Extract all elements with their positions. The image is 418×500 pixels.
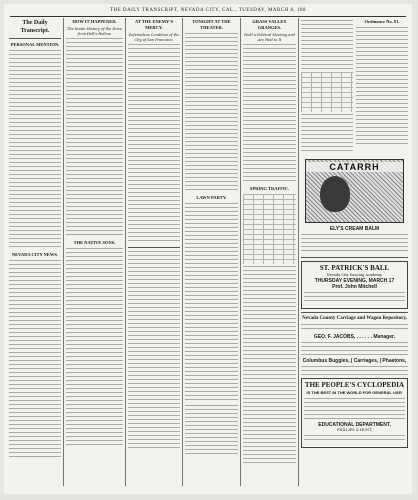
ad-text [301, 324, 408, 332]
masthead: THE DAILY TRANSCRIPT, NEVADA CITY, CAL., TUESDAY, MARCH 8, 188 [109, 8, 307, 13]
section-heading: NEVADA CITY NEWS. [11, 252, 59, 257]
article-text [128, 251, 180, 451]
column-rule [298, 18, 299, 486]
article-heading: AT THE ENEMY'S MERCY. [134, 19, 173, 30]
article-text [9, 260, 61, 460]
column-3 [128, 18, 180, 486]
ball-ad-title: ST. PATRICK'S BALL [319, 264, 390, 272]
article-text [66, 248, 123, 448]
article-text [66, 38, 123, 238]
ball-ad [301, 261, 408, 309]
newspaper-page [4, 4, 412, 494]
column-rule [240, 18, 241, 486]
article-heading: HOW IT HAPPENED. [72, 19, 117, 24]
ordinance-text [356, 27, 408, 147]
column-rule [63, 18, 64, 486]
article-subheading: Defenseless Condition of the City of San Francisco. [128, 33, 180, 42]
dept-publisher: PHILLIPS & HUNT, [337, 428, 372, 432]
article-heading: THE NATIVE SONS. [73, 240, 116, 245]
divider [128, 247, 180, 248]
cyclopedia-title: THE PEOPLE'S CYCLOPEDIA [304, 381, 405, 389]
divider [9, 38, 61, 39]
divider [301, 257, 408, 258]
catarrh-ad-illustration [305, 159, 404, 223]
dept-title: EDUCATIONAL DEPARTMENT, [318, 422, 391, 428]
article-text [185, 405, 238, 455]
ad-text [301, 342, 408, 356]
newspaper-heading: The Daily Transcript. [20, 20, 50, 34]
article-heading: TONIGHT AT THE THEATER. [192, 19, 231, 30]
column-rule [125, 18, 126, 486]
article-text [243, 44, 296, 184]
article-text [9, 50, 61, 250]
catarrh-ad-title: CATARRH [306, 162, 403, 172]
ad-text [301, 234, 408, 254]
ball-ad-music: Prof. John Mitchell [332, 284, 377, 290]
article-text [243, 266, 296, 466]
article-text [185, 203, 238, 403]
ad-text [304, 398, 405, 420]
column-rule [182, 18, 183, 486]
cyclopedia-ad [301, 378, 408, 448]
article-heading: LAWN PARTY. [196, 195, 227, 200]
legal-notice-text [301, 20, 353, 70]
schedule-table [243, 194, 296, 264]
repository-manager: GEO. F. JACOBS, . . . . . . Manager. [313, 334, 396, 340]
cream-balm-ad: ELY'S CREAM BALM [329, 226, 380, 232]
ad-text [304, 435, 405, 443]
ball-ad-date: THURSDAY EVENING, MARCH 17 [314, 278, 395, 284]
ordinance-heading: Ordinance No. 81. [364, 19, 400, 24]
column-1 [9, 18, 61, 486]
column-2 [66, 18, 123, 486]
column-5 [243, 18, 296, 486]
legal-notice-text [301, 114, 353, 154]
article-text [128, 44, 180, 244]
ad-text [304, 292, 405, 304]
market-table [301, 72, 353, 112]
ball-ad-venue: Nevada City Dancing Academy, [326, 273, 383, 277]
portrait-illustration [320, 176, 350, 212]
ad-text [301, 366, 408, 376]
column-6-ads [301, 18, 408, 486]
divider [301, 312, 408, 313]
cyclopedia-subtitle: IS THE BEST IN THE WORLD FOR GENERAL USE! [306, 390, 403, 395]
column-4 [185, 18, 238, 486]
article-text [185, 33, 238, 193]
article-heading: GRASS VALLEY GRANGES. [252, 19, 287, 30]
article-heading: SPRING TRAFFIC. [249, 186, 290, 191]
masthead-rule [10, 16, 406, 17]
section-heading: PERSONAL MENTION. [10, 42, 60, 47]
article-subheading: The Inside History of the Drive from Hell's Hollow. [66, 27, 122, 36]
columbus-buggies: Columbus Buggies, | Carriages, | Phaetons, [302, 358, 407, 364]
article-subheading: Hold a Political Meeting and Are Paid to It [244, 33, 295, 42]
repository-ad-title: Nevada County Carriage and Wagon Repository, [302, 316, 407, 321]
